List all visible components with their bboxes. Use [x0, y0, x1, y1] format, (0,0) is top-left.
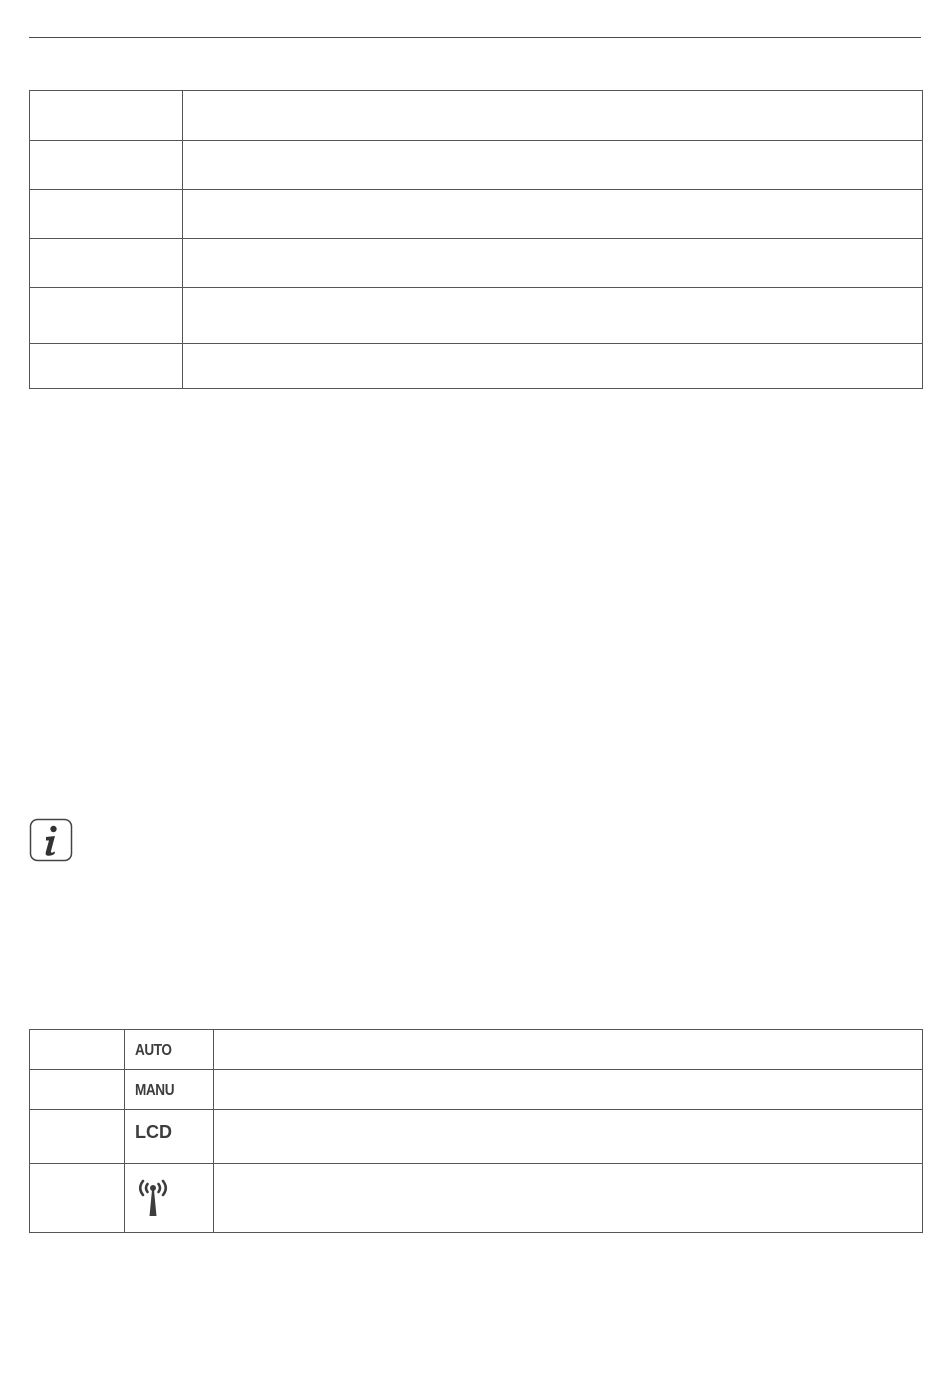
- table-cell: [183, 91, 923, 141]
- table-row: [30, 1110, 923, 1164]
- table-cell: [214, 1164, 923, 1233]
- header-rule: [29, 37, 921, 38]
- table-cell: [183, 239, 923, 288]
- table-row: [30, 190, 923, 239]
- table-cell: [30, 1164, 125, 1233]
- top-table: [29, 90, 923, 389]
- table-cell: [183, 344, 923, 389]
- lcd-symbol: LCD: [135, 1122, 172, 1142]
- table-cell: [214, 1030, 923, 1070]
- table-cell: [30, 239, 183, 288]
- table-cell: [30, 141, 183, 190]
- info-icon: [29, 818, 73, 862]
- table-row: [30, 91, 923, 141]
- table-cell: [30, 190, 183, 239]
- radio-antenna-icon: [134, 1172, 174, 1224]
- table-cell: [30, 344, 183, 389]
- table-cell: [214, 1110, 923, 1164]
- table-cell: [183, 190, 923, 239]
- symbol-cell: [125, 1030, 214, 1070]
- table-cell: [214, 1070, 923, 1110]
- table-row: [30, 141, 923, 190]
- symbol-table: [29, 1029, 923, 1233]
- table-cell: [183, 288, 923, 344]
- table-row: [30, 344, 923, 389]
- symbol-cell: [125, 1070, 214, 1110]
- table-cell: [30, 1030, 125, 1070]
- symbol-cell: [125, 1110, 214, 1164]
- symbol-cell: [125, 1164, 214, 1233]
- table-row: [30, 239, 923, 288]
- table-cell: [183, 141, 923, 190]
- table-cell: [30, 91, 183, 141]
- table-row: [30, 1030, 923, 1070]
- auto-symbol: AUTO: [135, 1042, 172, 1059]
- table-cell: [30, 1110, 125, 1164]
- manu-symbol: MANU: [135, 1082, 175, 1099]
- table-cell: [30, 288, 183, 344]
- table-cell: [30, 1070, 125, 1110]
- table-row: [30, 1070, 923, 1110]
- table-row: [30, 288, 923, 344]
- table-row: [30, 1164, 923, 1233]
